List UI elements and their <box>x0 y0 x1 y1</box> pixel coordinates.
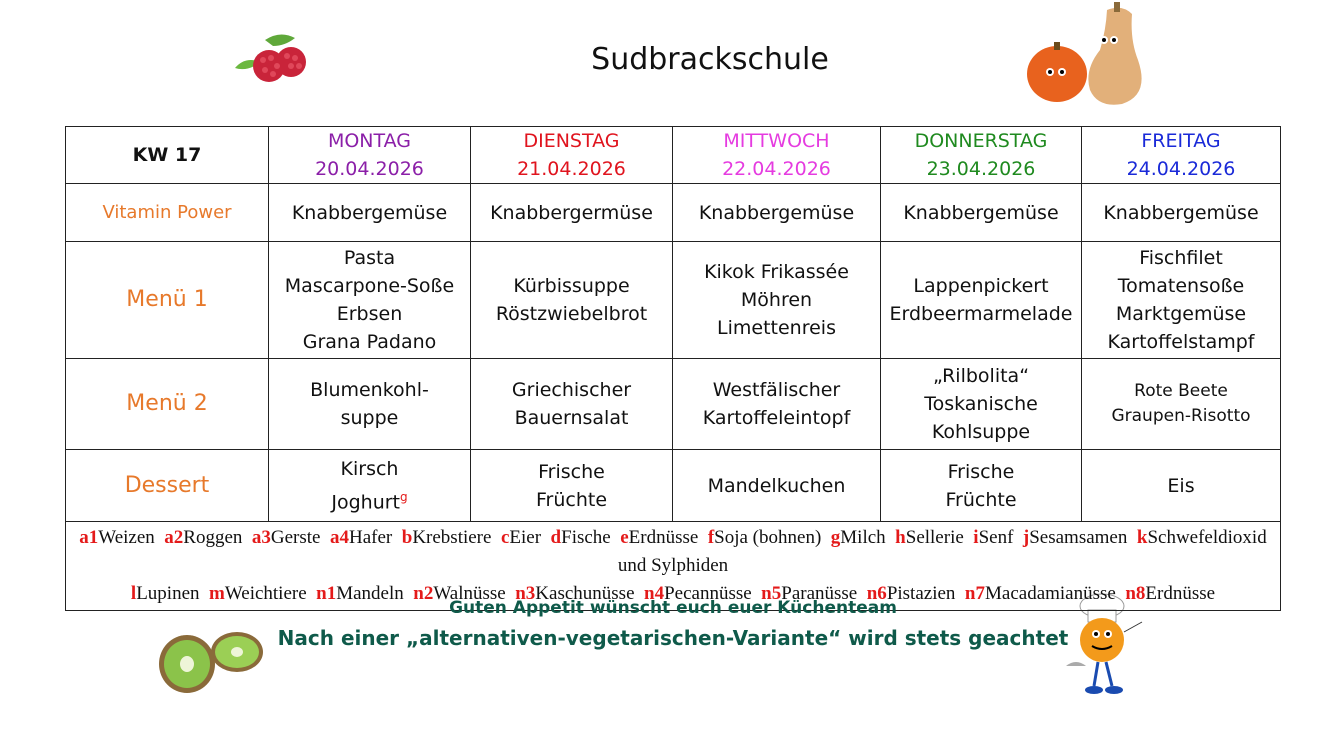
allergen-name: Pecannüsse <box>664 583 752 604</box>
allergen-name: Milch <box>840 527 886 548</box>
dish-text: Joghurt <box>331 491 400 514</box>
day-header-wednesday <box>673 127 881 184</box>
day-header-monday <box>269 127 471 184</box>
allergen-code: g <box>830 527 841 548</box>
vitamin-cell: Knabbergermüse <box>471 184 673 242</box>
footer-greeting: Guten Appetit wünscht euch euer Küchenteam <box>449 598 897 618</box>
dish-line: Frische <box>538 460 605 483</box>
footer-note: Nach einer „alternativen-vegetarischen-Variante“ wird stets geachtet <box>277 626 1069 650</box>
allergen-code: n2 <box>413 583 434 604</box>
dessert-cell <box>471 450 673 522</box>
dessert-cell <box>673 450 881 522</box>
allergen-code: a1 <box>79 527 99 548</box>
day-name: MITTWOCH <box>723 130 830 152</box>
menu1-cell <box>673 242 881 359</box>
allergen-name: Eier <box>509 527 542 548</box>
dish-line: Tomatensoße <box>1117 275 1245 297</box>
dish-line: Fischfilet <box>1139 247 1223 269</box>
day-date: 23.04.2026 <box>926 158 1036 180</box>
allergen-name: Gerste <box>270 527 321 548</box>
menu2-cell <box>471 359 673 450</box>
allergen-code: a2 <box>164 527 184 548</box>
allergen-code: n4 <box>644 583 665 604</box>
dish-line: Grana Padano <box>302 331 437 353</box>
allergen-code: a3 <box>251 527 271 548</box>
dish-line: Bauernsalat <box>514 407 629 429</box>
allergen-name: Macadamianüsse <box>985 583 1116 604</box>
row-label-menu2: Menü 2 <box>66 359 269 450</box>
dish-line: Marktgemüse <box>1115 303 1247 325</box>
allergen-code: c <box>500 527 510 548</box>
dish-line: Pasta <box>343 247 396 269</box>
allergen-code: n6 <box>866 583 887 604</box>
page-title: Sudbrackschule <box>591 42 829 77</box>
dish-line: Kartoffelstampf <box>1107 331 1255 353</box>
row-label-dessert: Dessert <box>66 450 269 522</box>
allergen-code: f <box>707 527 715 548</box>
allergen-name: Soja (bohnen) <box>714 527 822 548</box>
dish-line: Mandelkuchen <box>707 474 846 497</box>
dish-line: Kirsch <box>340 457 399 480</box>
dish-line: Kohlsuppe <box>931 421 1031 443</box>
menu1-cell <box>269 242 471 359</box>
allergen-name: Paranüsse <box>781 583 858 604</box>
day-name: DONNERSTAG <box>914 130 1048 152</box>
dish-line: Toskanische <box>924 393 1038 415</box>
menu2-cell <box>1082 359 1281 450</box>
row-label-vitamin: Vitamin Power <box>66 184 269 242</box>
allergen-code: n5 <box>761 583 782 604</box>
allergen-code: l <box>130 583 137 604</box>
allergen-name: Krebstiere <box>412 527 492 548</box>
allergen-name: Schwefeldioxid und Sylphiden <box>617 527 1267 576</box>
week-label: KW 17 <box>66 127 269 184</box>
day-date: 20.04.2026 <box>315 158 424 180</box>
dish-line <box>269 483 470 516</box>
allergen-code: j <box>1022 527 1030 548</box>
row-label-menu1: Menü 1 <box>66 242 269 359</box>
dish-line: Möhren <box>740 289 813 311</box>
allergen-line <box>66 524 1280 580</box>
day-name: FREITAG <box>1141 130 1221 152</box>
day-date: 21.04.2026 <box>517 158 626 180</box>
allergen-code: n1 <box>316 583 337 604</box>
allergen-name: Weizen <box>98 527 155 548</box>
allergen-code: e <box>620 527 629 548</box>
allergen-code: n8 <box>1125 583 1146 604</box>
dish-line: Mascarpone-Soße <box>284 275 455 297</box>
menu2-row <box>66 359 1281 450</box>
menu1-cell <box>881 242 1082 359</box>
allergen-name: Kaschunüsse <box>535 583 635 604</box>
menu2-cell <box>673 359 881 450</box>
dish-line: Kartoffeleintopf <box>702 407 851 429</box>
allergen-name: Senf <box>978 527 1014 548</box>
allergen-code: b <box>401 527 413 548</box>
menu1-cell <box>1082 242 1281 359</box>
vitamin-cell: Knabbergemüse <box>673 184 881 242</box>
vitamin-row <box>66 184 1281 242</box>
dish-line: Griechischer <box>511 379 632 401</box>
allergen-name: Erdnüsse <box>628 527 699 548</box>
allergen-code: d <box>550 527 562 548</box>
allergen-code: n3 <box>515 583 536 604</box>
allergen-name: Sesamsamen <box>1029 527 1128 548</box>
dish-line: Graupen-Risotto <box>1111 406 1251 426</box>
allergen-code: a4 <box>329 527 349 548</box>
allergen-code: m <box>209 583 225 604</box>
header-row <box>66 127 1281 184</box>
dessert-cell <box>881 450 1082 522</box>
dish-line: Westfälischer <box>712 379 841 401</box>
menu1-row <box>66 242 1281 359</box>
day-name: MONTAG <box>327 130 412 152</box>
allergen-name: Roggen <box>183 527 243 548</box>
allergen-superscript: g <box>400 489 408 504</box>
dish-line: Früchte <box>535 488 608 511</box>
dish-line: Eis <box>1167 474 1195 497</box>
dish-line: Limettenreis <box>717 317 836 339</box>
allergen-name: Weichtiere <box>224 583 307 604</box>
dessert-cell <box>1082 450 1281 522</box>
dish-line: Rote Beete <box>1134 381 1228 401</box>
dessert-row <box>66 450 1281 522</box>
allergen-name: Erdnüsse <box>1145 583 1216 604</box>
allergen-name: Pistazien <box>886 583 956 604</box>
menu-table <box>65 126 1281 611</box>
allergen-code: h <box>895 527 906 548</box>
menu2-cell <box>881 359 1082 450</box>
dish-line: suppe <box>340 407 399 429</box>
dish-line: Frische <box>947 460 1015 483</box>
menu1-cell <box>471 242 673 359</box>
vitamin-cell: Knabbergemüse <box>269 184 471 242</box>
dish-line: Erdbeermarmelade <box>889 303 1073 325</box>
dish-line: Erbsen <box>336 303 403 325</box>
day-header-thursday <box>881 127 1082 184</box>
allergen-name: Fische <box>561 527 611 548</box>
dish-line: Blumenkohl- <box>310 379 429 401</box>
allergen-name: Mandeln <box>336 583 404 604</box>
allergen-name: Sellerie <box>905 527 964 548</box>
dish-line: „Rilbolita“ <box>932 365 1030 387</box>
allergen-code: k <box>1136 527 1148 548</box>
menu2-cell <box>269 359 471 450</box>
day-header-friday <box>1082 127 1281 184</box>
vitamin-cell: Knabbergemüse <box>881 184 1082 242</box>
dish-line: Lappenpickert <box>913 275 1049 297</box>
allergen-code: n7 <box>964 583 985 604</box>
day-date: 24.04.2026 <box>1126 158 1236 180</box>
day-date: 22.04.2026 <box>722 158 831 180</box>
dish-line: Kikok Frikassée <box>704 261 849 283</box>
vitamin-cell: Knabbergemüse <box>1082 184 1281 242</box>
dish-line: Kürbissuppe <box>513 275 630 297</box>
dish-line: Röstzwiebelbrot <box>495 303 648 325</box>
dessert-cell <box>269 450 471 522</box>
dish-line: Früchte <box>945 488 1017 511</box>
allergen-name: Lupinen <box>136 583 200 604</box>
day-name: DIENSTAG <box>523 130 620 152</box>
allergen-name: Walnüsse <box>433 583 506 604</box>
allergen-name: Hafer <box>348 527 393 548</box>
day-header-tuesday <box>471 127 673 184</box>
allergen-code: i <box>973 527 979 548</box>
